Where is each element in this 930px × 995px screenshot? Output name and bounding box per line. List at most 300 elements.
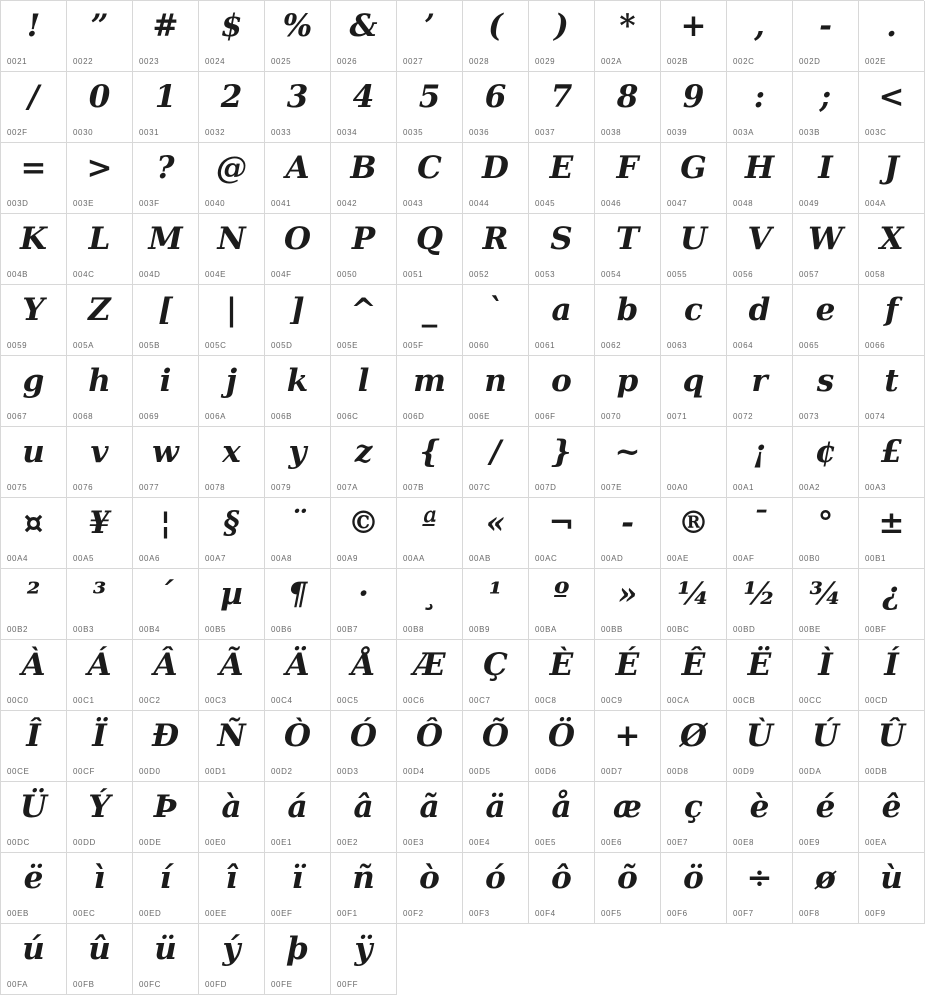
- glyph-cell[interactable]: [727, 711, 793, 782]
- glyph-cell[interactable]: [133, 711, 199, 782]
- glyph-cell[interactable]: [595, 853, 661, 924]
- glyph-cell[interactable]: [529, 356, 595, 427]
- glyph-cell[interactable]: [661, 427, 727, 498]
- glyph-cell[interactable]: [331, 1, 397, 72]
- glyph-codepoint: 006B: [271, 412, 293, 421]
- glyph-cell[interactable]: [67, 427, 133, 498]
- glyph-codepoint: 0049: [799, 199, 820, 208]
- glyph-cell[interactable]: [1, 853, 67, 924]
- glyph-cell[interactable]: [463, 214, 529, 285]
- glyph-character: ê: [881, 789, 902, 825]
- glyph-cell[interactable]: [595, 782, 661, 853]
- glyph-cell[interactable]: [331, 782, 397, 853]
- glyph-codepoint: 00B9: [469, 625, 491, 634]
- glyph-cell[interactable]: [529, 498, 595, 569]
- glyph-character: %: [282, 8, 313, 44]
- glyph-cell[interactable]: [331, 285, 397, 356]
- glyph-cell[interactable]: [727, 640, 793, 711]
- glyph-cell[interactable]: [859, 356, 925, 427]
- glyph-cell[interactable]: [133, 143, 199, 214]
- glyph-cell[interactable]: [463, 143, 529, 214]
- glyph-cell[interactable]: [529, 1, 595, 72]
- glyph-cell[interactable]: [529, 143, 595, 214]
- glyph-character: Ð: [151, 718, 180, 754]
- glyph-codepoint: 0036: [469, 128, 490, 137]
- glyph-codepoint: 00CD: [865, 696, 888, 705]
- glyph-cell[interactable]: [199, 569, 265, 640]
- glyph-cell[interactable]: [265, 498, 331, 569]
- glyph-character: @: [216, 150, 247, 186]
- glyph-cell[interactable]: [199, 640, 265, 711]
- glyph-character: !: [26, 8, 41, 44]
- glyph-character: ¾: [809, 576, 842, 612]
- glyph-cell[interactable]: [133, 285, 199, 356]
- glyph-character: ¬: [548, 505, 575, 541]
- glyph-codepoint: 00D3: [337, 767, 359, 776]
- glyph-cell[interactable]: [529, 711, 595, 782]
- glyph-codepoint: 0023: [139, 57, 160, 66]
- glyph-codepoint: 0037: [535, 128, 556, 137]
- glyph-cell[interactable]: [463, 853, 529, 924]
- glyph-cell[interactable]: [133, 1, 199, 72]
- glyph-cell[interactable]: [133, 498, 199, 569]
- glyph-codepoint: 006F: [535, 412, 556, 421]
- glyph-cell[interactable]: [727, 569, 793, 640]
- glyph-cell[interactable]: [463, 72, 529, 143]
- glyph-cell[interactable]: [661, 214, 727, 285]
- glyph-cell[interactable]: [727, 214, 793, 285]
- glyph-cell[interactable]: [595, 569, 661, 640]
- glyph-cell[interactable]: [727, 853, 793, 924]
- glyph-cell[interactable]: [199, 285, 265, 356]
- glyph-cell[interactable]: [595, 72, 661, 143]
- glyph-character: w: [152, 434, 179, 470]
- glyph-cell[interactable]: [793, 143, 859, 214]
- glyph-codepoint: 00F5: [601, 909, 622, 918]
- glyph-codepoint: 00DB: [865, 767, 888, 776]
- glyph-cell[interactable]: [331, 711, 397, 782]
- glyph-cell[interactable]: [1, 72, 67, 143]
- glyph-character: Ï: [92, 718, 107, 754]
- glyph-codepoint: 0029: [535, 57, 556, 66]
- glyph-cell[interactable]: [727, 285, 793, 356]
- glyph-cell[interactable]: [661, 853, 727, 924]
- glyph-cell[interactable]: [661, 569, 727, 640]
- glyph-cell[interactable]: [793, 782, 859, 853]
- glyph-cell[interactable]: [331, 924, 397, 995]
- glyph-cell[interactable]: [661, 1, 727, 72]
- glyph-cell[interactable]: [67, 782, 133, 853]
- glyph-cell[interactable]: [133, 214, 199, 285]
- glyph-cell[interactable]: [67, 214, 133, 285]
- glyph-cell[interactable]: [199, 143, 265, 214]
- glyph-character: }: [551, 434, 572, 470]
- glyph-cell[interactable]: [859, 427, 925, 498]
- glyph-cell[interactable]: [397, 356, 463, 427]
- glyph-cell[interactable]: [859, 143, 925, 214]
- glyph-cell[interactable]: [397, 498, 463, 569]
- glyph-codepoint: 002B: [667, 57, 689, 66]
- glyph-cell[interactable]: [595, 1, 661, 72]
- glyph-codepoint: 00D1: [205, 767, 227, 776]
- glyph-cell[interactable]: [661, 782, 727, 853]
- glyph-cell[interactable]: [793, 569, 859, 640]
- glyph-character: ¦: [159, 505, 172, 541]
- glyph-character: §: [223, 505, 240, 541]
- glyph-cell[interactable]: [727, 72, 793, 143]
- glyph-cell[interactable]: [397, 72, 463, 143]
- glyph-cell[interactable]: [793, 285, 859, 356]
- glyph-character: O: [283, 221, 311, 257]
- glyph-codepoint: 002F: [7, 128, 28, 137]
- glyph-cell[interactable]: [595, 711, 661, 782]
- glyph-cell[interactable]: [1, 782, 67, 853]
- glyph-codepoint: 00D2: [271, 767, 293, 776]
- glyph-codepoint: 0044: [469, 199, 490, 208]
- glyph-character: c: [684, 292, 703, 328]
- glyph-cell[interactable]: [859, 285, 925, 356]
- glyph-character: -: [819, 8, 832, 44]
- glyph-cell[interactable]: [859, 1, 925, 72]
- glyph-character: å: [551, 789, 572, 825]
- glyph-cell[interactable]: [331, 427, 397, 498]
- glyph-cell[interactable]: [1, 640, 67, 711]
- glyph-character: |: [225, 292, 238, 328]
- glyph-cell[interactable]: [793, 356, 859, 427]
- glyph-cell[interactable]: [859, 640, 925, 711]
- glyph-cell[interactable]: [859, 72, 925, 143]
- glyph-character: -: [621, 505, 634, 541]
- glyph-cell[interactable]: [397, 711, 463, 782]
- glyph-codepoint: 0071: [667, 412, 688, 421]
- glyph-character: ò: [419, 860, 440, 896]
- glyph-character: Ú: [811, 718, 840, 754]
- glyph-cell[interactable]: [265, 143, 331, 214]
- glyph-cell[interactable]: [661, 711, 727, 782]
- glyph-cell[interactable]: [397, 143, 463, 214]
- glyph-character: =: [20, 150, 47, 186]
- glyph-cell[interactable]: [793, 853, 859, 924]
- glyph-cell[interactable]: [793, 711, 859, 782]
- glyph-cell[interactable]: [463, 1, 529, 72]
- glyph-character: ¡: [752, 434, 767, 470]
- glyph-cell[interactable]: [133, 72, 199, 143]
- glyph-cell[interactable]: [331, 853, 397, 924]
- glyph-character: à: [221, 789, 242, 825]
- glyph-codepoint: 0079: [271, 483, 292, 492]
- glyph-character: Æ: [413, 647, 446, 683]
- glyph-cell[interactable]: [331, 356, 397, 427]
- glyph-cell[interactable]: [331, 143, 397, 214]
- glyph-cell[interactable]: [265, 72, 331, 143]
- glyph-cell[interactable]: [463, 711, 529, 782]
- glyph-cell[interactable]: [1, 143, 67, 214]
- glyph-cell[interactable]: [529, 569, 595, 640]
- glyph-cell[interactable]: [727, 143, 793, 214]
- glyph-character: Á: [87, 647, 112, 683]
- glyph-character: ´: [157, 576, 174, 612]
- glyph-cell[interactable]: [859, 214, 925, 285]
- glyph-cell[interactable]: [859, 782, 925, 853]
- glyph-cell[interactable]: [397, 569, 463, 640]
- glyph-codepoint: 00F9: [865, 909, 886, 918]
- glyph-cell[interactable]: [1, 427, 67, 498]
- glyph-cell[interactable]: [463, 640, 529, 711]
- glyph-character: >: [86, 150, 113, 186]
- glyph-character: ü: [154, 931, 177, 967]
- glyph-cell[interactable]: [67, 72, 133, 143]
- glyph-cell[interactable]: [1, 924, 67, 995]
- glyph-codepoint: 00A0: [667, 483, 689, 492]
- glyph-character: ó: [485, 860, 506, 896]
- glyph-cell[interactable]: [859, 853, 925, 924]
- glyph-codepoint: 00FF: [337, 980, 359, 989]
- glyph-codepoint: 005C: [205, 341, 227, 350]
- glyph-cell[interactable]: [727, 1, 793, 72]
- glyph-cell[interactable]: [727, 782, 793, 853]
- glyph-cell[interactable]: [67, 569, 133, 640]
- glyph-character: ì: [93, 860, 106, 896]
- glyph-cell[interactable]: [463, 569, 529, 640]
- glyph-cell[interactable]: [661, 143, 727, 214]
- glyph-character: T: [615, 221, 640, 257]
- glyph-cell[interactable]: [265, 853, 331, 924]
- glyph-cell[interactable]: [793, 72, 859, 143]
- glyph-cell[interactable]: [595, 214, 661, 285]
- glyph-cell[interactable]: [661, 72, 727, 143]
- glyph-character: J: [884, 150, 899, 186]
- glyph-character: ²: [26, 576, 41, 612]
- glyph-character: l: [357, 363, 370, 399]
- glyph-cell[interactable]: [529, 853, 595, 924]
- glyph-codepoint: 00C4: [271, 696, 293, 705]
- glyph-cell[interactable]: [133, 640, 199, 711]
- glyph-cell[interactable]: [265, 214, 331, 285]
- glyph-character: È: [549, 647, 574, 683]
- glyph-cell[interactable]: [133, 853, 199, 924]
- glyph-codepoint: 00F6: [667, 909, 688, 918]
- glyph-character: Ü: [19, 789, 48, 825]
- glyph-cell[interactable]: [67, 356, 133, 427]
- glyph-character: V: [747, 221, 772, 257]
- glyph-character: ú: [22, 931, 45, 967]
- glyph-cell[interactable]: [1, 285, 67, 356]
- glyph-codepoint: 006C: [337, 412, 359, 421]
- glyph-codepoint: 0076: [73, 483, 94, 492]
- glyph-codepoint: 007E: [601, 483, 623, 492]
- glyph-cell[interactable]: [199, 1, 265, 72]
- glyph-cell[interactable]: [463, 285, 529, 356]
- glyph-cell[interactable]: [199, 924, 265, 995]
- glyph-codepoint: 00E2: [337, 838, 359, 847]
- glyph-character: `: [487, 292, 504, 328]
- glyph-cell[interactable]: [199, 72, 265, 143]
- glyph-codepoint: 00A1: [733, 483, 755, 492]
- glyph-cell[interactable]: [859, 569, 925, 640]
- glyph-cell[interactable]: [331, 72, 397, 143]
- glyph-character: K: [20, 221, 47, 257]
- glyph-cell[interactable]: [727, 356, 793, 427]
- glyph-character: g: [22, 363, 45, 399]
- glyph-cell[interactable]: [331, 214, 397, 285]
- glyph-character: ¿: [882, 576, 901, 612]
- glyph-cell[interactable]: [199, 782, 265, 853]
- glyph-codepoint: 00A3: [865, 483, 887, 492]
- glyph-cell[interactable]: [595, 356, 661, 427]
- glyph-character: i: [159, 363, 172, 399]
- glyph-cell[interactable]: [595, 143, 661, 214]
- glyph-codepoint: 00C6: [403, 696, 425, 705]
- glyph-character: #: [152, 8, 179, 44]
- glyph-codepoint: 00DC: [7, 838, 30, 847]
- glyph-cell[interactable]: [397, 214, 463, 285]
- glyph-cell[interactable]: [397, 853, 463, 924]
- glyph-cell[interactable]: [133, 356, 199, 427]
- glyph-character: s: [816, 363, 835, 399]
- glyph-cell[interactable]: [595, 285, 661, 356]
- glyph-cell[interactable]: [199, 427, 265, 498]
- glyph-cell[interactable]: [859, 711, 925, 782]
- glyph-character: *: [619, 8, 636, 44]
- glyph-character: ®: [678, 505, 709, 541]
- glyph-character: ç: [684, 789, 703, 825]
- glyph-cell[interactable]: [661, 285, 727, 356]
- glyph-cell[interactable]: [793, 498, 859, 569]
- glyph-cell[interactable]: [1, 1, 67, 72]
- glyph-cell[interactable]: [463, 356, 529, 427]
- glyph-cell[interactable]: [529, 640, 595, 711]
- glyph-cell[interactable]: [529, 214, 595, 285]
- glyph-cell[interactable]: [265, 356, 331, 427]
- glyph-cell[interactable]: [331, 640, 397, 711]
- glyph-cell[interactable]: [793, 214, 859, 285]
- glyph-cell[interactable]: [199, 214, 265, 285]
- glyph-codepoint: 00AC: [535, 554, 558, 563]
- glyph-cell[interactable]: [265, 427, 331, 498]
- glyph-character: ±: [878, 505, 905, 541]
- glyph-cell[interactable]: [133, 924, 199, 995]
- glyph-cell[interactable]: [397, 782, 463, 853]
- glyph-cell[interactable]: [727, 427, 793, 498]
- glyph-cell[interactable]: [661, 498, 727, 569]
- glyph-codepoint: 005D: [271, 341, 293, 350]
- glyph-cell[interactable]: [529, 782, 595, 853]
- glyph-cell[interactable]: [397, 285, 463, 356]
- glyph-codepoint: 0074: [865, 412, 886, 421]
- glyph-cell[interactable]: [529, 285, 595, 356]
- glyph-cell[interactable]: [1, 214, 67, 285]
- glyph-cell[interactable]: [265, 569, 331, 640]
- glyph-cell[interactable]: [1, 498, 67, 569]
- glyph-cell[interactable]: [1, 356, 67, 427]
- glyph-cell[interactable]: [133, 782, 199, 853]
- glyph-cell[interactable]: [133, 427, 199, 498]
- glyph-character: X: [879, 221, 904, 257]
- glyph-codepoint: 00DA: [799, 767, 822, 776]
- glyph-cell[interactable]: [463, 427, 529, 498]
- glyph-cell[interactable]: [859, 498, 925, 569]
- glyph-character: Ä: [285, 647, 310, 683]
- glyph-character: Q: [415, 221, 443, 257]
- glyph-cell[interactable]: [463, 498, 529, 569]
- glyph-cell[interactable]: [529, 427, 595, 498]
- glyph-cell[interactable]: [265, 1, 331, 72]
- glyph-cell[interactable]: [793, 427, 859, 498]
- glyph-cell[interactable]: [595, 427, 661, 498]
- glyph-codepoint: 0065: [799, 341, 820, 350]
- glyph-character: ö: [683, 860, 704, 896]
- glyph-character: ): [554, 8, 569, 44]
- glyph-cell[interactable]: [199, 356, 265, 427]
- glyph-cell[interactable]: [397, 427, 463, 498]
- glyph-cell[interactable]: [265, 924, 331, 995]
- glyph-codepoint: 00EF: [271, 909, 293, 918]
- glyph-codepoint: 0069: [139, 412, 160, 421]
- glyph-cell[interactable]: [1, 569, 67, 640]
- glyph-cell[interactable]: [727, 498, 793, 569]
- glyph-cell[interactable]: [265, 640, 331, 711]
- glyph-cell[interactable]: [133, 569, 199, 640]
- glyph-character: 9: [682, 79, 705, 115]
- glyph-cell[interactable]: [265, 711, 331, 782]
- glyph-cell[interactable]: [67, 143, 133, 214]
- glyph-cell[interactable]: [67, 498, 133, 569]
- glyph-character: °: [817, 505, 834, 541]
- glyph-cell[interactable]: [331, 569, 397, 640]
- glyph-cell[interactable]: [67, 924, 133, 995]
- glyph-cell[interactable]: [463, 782, 529, 853]
- glyph-character: ô: [551, 860, 572, 896]
- glyph-codepoint: 007D: [535, 483, 557, 492]
- glyph-cell[interactable]: [793, 640, 859, 711]
- glyph-codepoint: 0046: [601, 199, 622, 208]
- glyph-cell[interactable]: [1, 711, 67, 782]
- glyph-cell[interactable]: [397, 640, 463, 711]
- glyph-cell[interactable]: [67, 1, 133, 72]
- glyph-cell[interactable]: [199, 711, 265, 782]
- glyph-cell[interactable]: [595, 640, 661, 711]
- glyph-cell[interactable]: [67, 853, 133, 924]
- glyph-cell[interactable]: [67, 640, 133, 711]
- glyph-character: k: [286, 363, 309, 399]
- glyph-character: þ: [286, 931, 309, 967]
- glyph-cell[interactable]: [265, 782, 331, 853]
- glyph-codepoint: 0035: [403, 128, 424, 137]
- glyph-codepoint: 00BA: [535, 625, 557, 634]
- glyph-cell[interactable]: [661, 640, 727, 711]
- glyph-character: /: [489, 434, 502, 470]
- glyph-cell[interactable]: [793, 1, 859, 72]
- glyph-character: q: [682, 363, 705, 399]
- glyph-cell[interactable]: [199, 498, 265, 569]
- glyph-cell[interactable]: [397, 1, 463, 72]
- glyph-cell[interactable]: [67, 711, 133, 782]
- glyph-character: Ç: [483, 647, 508, 683]
- glyph-cell[interactable]: [595, 498, 661, 569]
- empty-cell: [595, 924, 661, 995]
- glyph-cell[interactable]: [265, 285, 331, 356]
- glyph-cell[interactable]: [529, 72, 595, 143]
- glyph-cell[interactable]: [661, 356, 727, 427]
- glyph-codepoint: 00FE: [271, 980, 293, 989]
- glyph-cell[interactable]: [67, 285, 133, 356]
- glyph-cell[interactable]: [199, 853, 265, 924]
- glyph-codepoint: 00F2: [403, 909, 424, 918]
- glyph-character: õ: [617, 860, 638, 896]
- glyph-character: ?: [156, 150, 175, 186]
- glyph-codepoint: 0039: [667, 128, 688, 137]
- glyph-cell[interactable]: [331, 498, 397, 569]
